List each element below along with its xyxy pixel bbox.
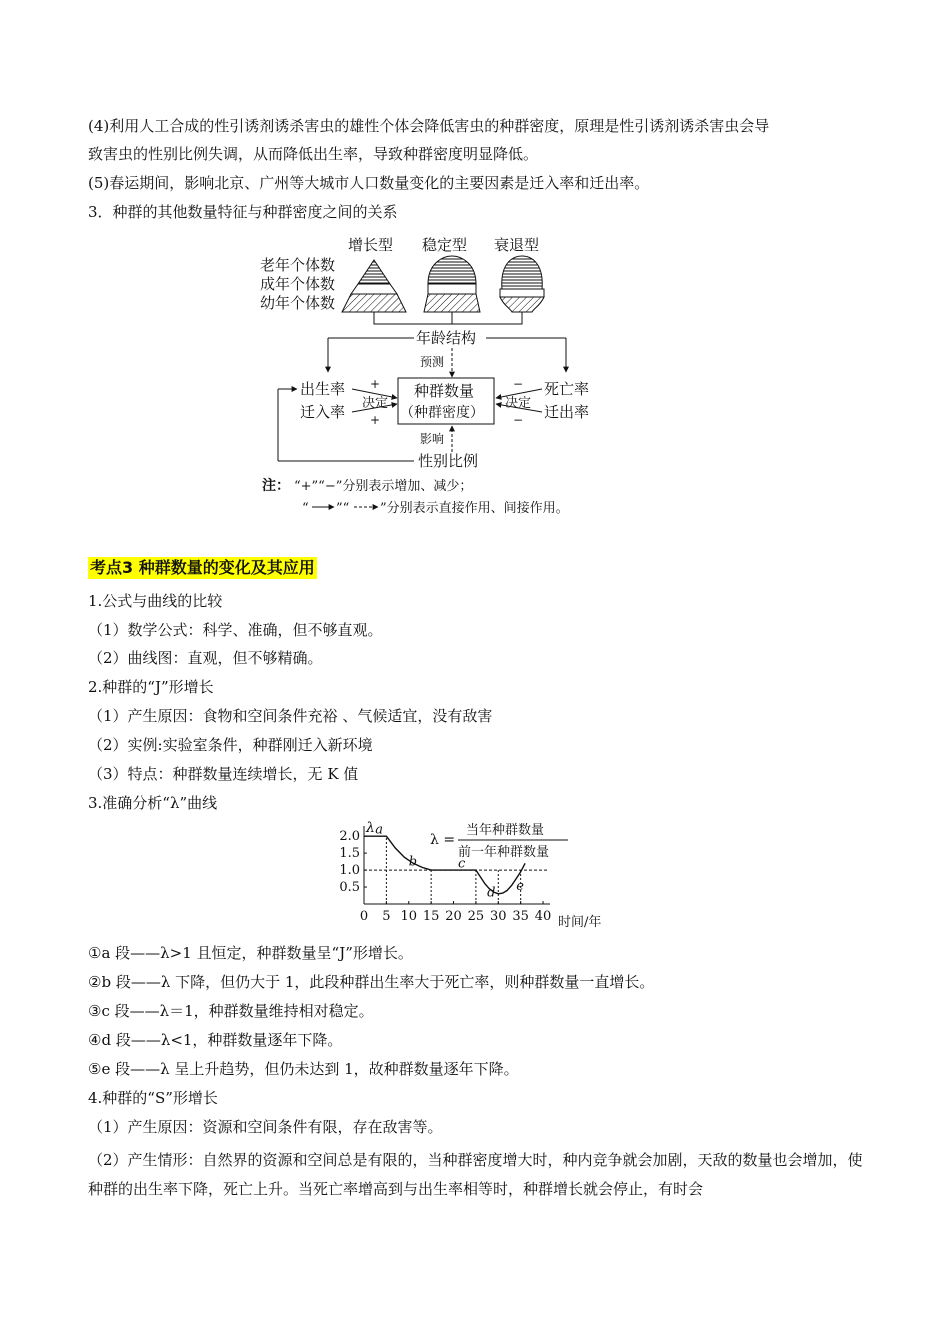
note-label: 注： <box>262 478 290 494</box>
s2-item3: （3）特点：种群数量连续增长，无 K 值 <box>88 765 359 783</box>
note-line1: “+”“−”分别表示增加、减少； <box>294 479 473 494</box>
y-tick-label: 2.0 <box>339 829 360 845</box>
sex-ratio-label: 性别比例 <box>418 452 479 470</box>
s3-title: 3.准确分析“λ”曲线 <box>88 794 218 812</box>
y-tick-label: 1.5 <box>339 846 360 862</box>
segment-d: ④d 段——λ<1，种群数量逐年下降。 <box>88 1031 343 1049</box>
birth-rate: 出生率 <box>300 380 346 398</box>
x-tick-label: 10 <box>400 909 418 924</box>
predict-label: 预测 <box>420 355 445 369</box>
x-tick-label: 20 <box>445 909 462 924</box>
formula-denominator: 前一年种群数量 <box>458 845 550 860</box>
decline-urn-icon <box>500 256 544 312</box>
x-tick-label: 15 <box>422 909 440 924</box>
x-tick-label: 5 <box>382 909 391 924</box>
segment-e: ⑤e 段——λ 呈上升趋势，但仍未达到 1，故种群数量逐年下降。 <box>88 1060 519 1078</box>
plus-top: + <box>370 377 381 391</box>
x-axis-label: 时间/年 <box>558 915 602 930</box>
population-diagram <box>250 234 630 524</box>
x-tick-label: 25 <box>467 909 485 924</box>
formula-lhs: λ = <box>430 832 456 848</box>
minus-top: − <box>513 377 524 391</box>
death-rate: 死亡率 <box>544 380 590 398</box>
s2-item1: （1）产生原因：食物和空间条件充裕 、气候适宜，没有敌害 <box>88 707 493 725</box>
x-tick-label: 30 <box>490 909 507 924</box>
segment-label-b: b <box>408 854 418 870</box>
s1-item2: （2）曲线图：直观，但不够精确。 <box>88 649 323 667</box>
segment-label-c: c <box>458 856 466 872</box>
growth-pyramid-icon <box>342 260 406 312</box>
x-tick-label: 0 <box>359 909 369 924</box>
type-growth: 增长型 <box>348 236 394 254</box>
minus-bottom: − <box>513 413 524 427</box>
s4-item1: （1）产生原因：资源和空间条件有限，存在敌害等。 <box>88 1118 443 1136</box>
immigration-rate: 迁入率 <box>300 403 346 421</box>
stable-bell-icon <box>424 256 480 312</box>
y-tick-label: 0.5 <box>339 880 360 896</box>
lambda-chart <box>330 818 620 936</box>
y-tick-label: 1.0 <box>339 863 360 879</box>
y-axis-label: λ <box>366 820 375 836</box>
decide-left: 决定 <box>362 396 389 411</box>
note-line2: ”分别表示直接作用、间接作用。 <box>380 501 569 516</box>
note-quote-mid: ”“ <box>336 501 350 516</box>
segment-c: ③c 段——λ＝1，种群数量维持相对稳定。 <box>88 1002 374 1020</box>
segment-a: ①a 段——λ>1 且恒定，种群数量呈“J”形增长。 <box>88 944 413 962</box>
age-adult: 成年个体数 <box>260 275 336 293</box>
section-heading: 考点3 种群数量的变化及其应用 <box>90 558 315 577</box>
age-structure-label: 年龄结构 <box>416 329 477 347</box>
influence-label: 影响 <box>420 432 445 446</box>
s1-item1: （1）数学公式：科学、准确，但不够直观。 <box>88 621 383 639</box>
paragraph-4-line1: (4)利用人工合成的性引诱剂诱杀害虫的雄性个体会降低害虫的种群密度，原理是性引诱剂诱杀害虫会导 <box>88 117 770 135</box>
s2-title: 2.种群的“J”形增长 <box>88 678 214 696</box>
paragraph-5: (5)春运期间，影响北京、广州等大城市人口数量变化的主要因素是迁入率和迁出率。 <box>88 174 650 192</box>
segment-label-a: a <box>375 822 383 838</box>
s4-title: 4.种群的“S”形增长 <box>88 1089 218 1107</box>
center-number: 种群数量 <box>414 382 475 400</box>
age-old: 老年个体数 <box>260 256 336 274</box>
paragraph-4-line2: 致害虫的性别比例失调，从而降低出生率，导致种群密度明显降低。 <box>88 145 539 163</box>
age-young: 幼年个体数 <box>260 294 336 312</box>
segment-b: ②b 段——λ 下降，但仍大于 1，此段种群出生率大于死亡率，则种群数量一直增长。 <box>88 973 655 991</box>
type-stable: 稳定型 <box>422 236 468 254</box>
s4-item2: （2）产生情形：自然界的资源和空间总是有限的，当种群密度增大时，种内竞争就会加剧，天敌的数量也会增加，使种群的出生率下降，死亡上升。当死亡率增高到与出生率相等时，种群增长就会停止，有时会 <box>88 1151 863 1198</box>
plus-bottom: + <box>370 413 381 427</box>
formula-numerator: 当年种群数量 <box>466 823 545 838</box>
s1-title: 1.公式与曲线的比较 <box>88 592 223 610</box>
type-decline: 衰退型 <box>494 236 540 254</box>
segment-label-e: e <box>516 878 524 894</box>
s2-item2: （2）实例:实验室条件，种群刚迁入新环境 <box>88 736 373 754</box>
emigration-rate: 迁出率 <box>544 403 590 421</box>
paragraph-3-title: 3．种群的其他数量特征与种群密度之间的关系 <box>88 203 398 221</box>
x-tick-label: 35 <box>512 909 529 924</box>
note-quote-open: “ <box>302 501 309 516</box>
center-density: （种群密度） <box>400 405 484 421</box>
decide-right: 决定 <box>505 396 532 411</box>
segment-label-d: d <box>487 885 496 901</box>
x-tick-label: 40 <box>534 909 552 924</box>
